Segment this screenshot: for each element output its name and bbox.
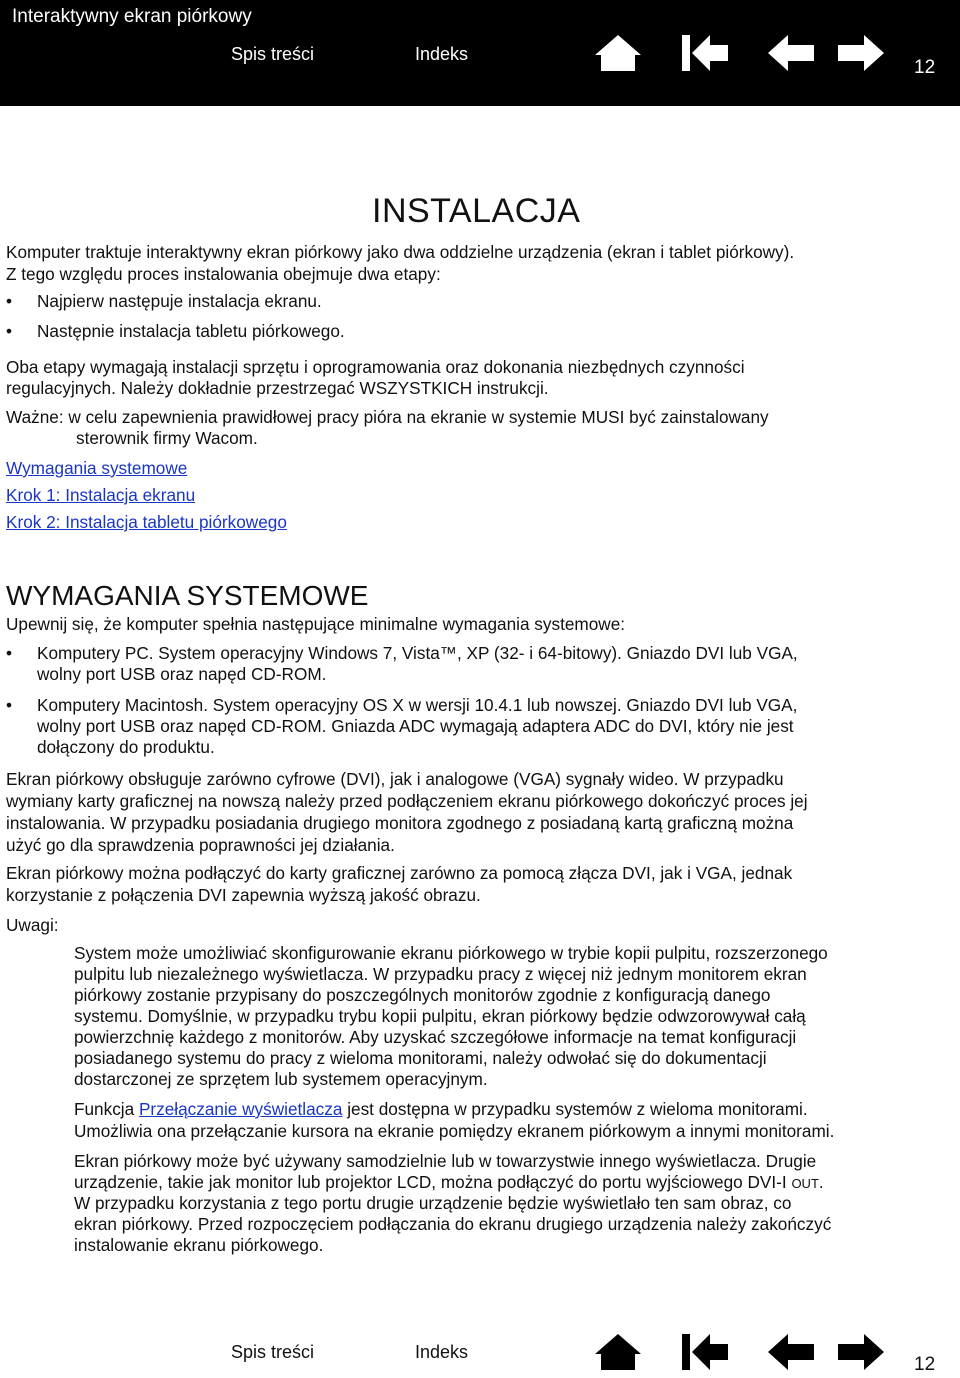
paragraph-line: Ekran piórkowy obsługuje zarówno cyfrowe (DVI), jak i analogowe (VGA) sygnały wideo. W przypadku [6, 769, 784, 789]
important-line-2: sterownik firmy Wacom. [76, 428, 258, 448]
first-page-icon[interactable] [680, 33, 730, 73]
note-line: posiadanego systemu do pracy z wieloma monitorami, należy odwołać się do dokumentacji [74, 1048, 767, 1068]
note-line: Umożliwia ona przełączanie kursora na ekranie pomiędzy ekranem piórkowym a innymi monitorami. [74, 1121, 835, 1141]
next-page-icon[interactable] [836, 1332, 886, 1372]
list-item-text: Następnie instalacja tabletu piórkowego. [37, 321, 345, 341]
note-text: . [818, 1172, 824, 1192]
header-bar [0, 0, 960, 106]
link-display-toggle[interactable]: Przełączanie wyświetlacza [138, 1099, 343, 1119]
paragraph-line: instalowania. W przypadku posiadania drugiego monitora zgodnego z posiadaną kartą graficzną można [6, 813, 794, 833]
bullet-icon: • [6, 321, 13, 341]
notes-label: Uwagi: [6, 915, 59, 935]
document-title: Interaktywny ekran piórkowy [12, 6, 252, 27]
paragraph-line: Ekran piórkowy można podłączyć do karty graficznej zarówno za pomocą złącza DVI, jak i VGA, jednak [6, 863, 793, 883]
toc-link[interactable]: Spis treści [231, 1342, 315, 1362]
next-page-icon[interactable] [836, 33, 886, 73]
bullet-icon: • [6, 291, 13, 311]
note-line: piórkowy zostanie przypisany do poszczególnych monitorów zgodnie z konfiguracją danego [74, 985, 771, 1005]
note-line: instalowanie ekranu piórkowego. [74, 1235, 324, 1255]
paragraph-line: wymiany karty graficznej na nowszą należy przed podłączeniem ekranu piórkowego dokończyć proces jej [6, 791, 808, 811]
note-text: jest dostępna w przypadku systemów z wieloma monitorami. [342, 1099, 808, 1119]
intro-line-2: Z tego względu proces instalowania obejmuje dwa etapy: [6, 264, 441, 284]
note-text: urządzenie, takie jak monitor lub projektor LCD, można podłączyć do portu wyjściowego DVI-I [74, 1172, 792, 1192]
home-icon[interactable] [593, 33, 643, 73]
both-steps-line-2: regulacyjnych. Należy dokładnie przestrzegać WSZYSTKICH instrukcji. [6, 378, 549, 398]
list-item-text: Komputery PC. System operacyjny Windows 7, Vista™, XP (32- i 64-bitowy). Gniazdo DVI lub VGA, [37, 643, 798, 663]
list-item-text: dołączony do produktu. [37, 737, 215, 757]
bullet-icon: • [6, 695, 13, 715]
intro-line-1: Komputer traktuje interaktywny ekran piórkowy jako dwa oddzielne urządzenia (ekran i tablet piórkowy). [6, 242, 795, 262]
both-steps-line-1: Oba etapy wymagają instalacji sprzętu i oprogramowania oraz dokonania niezbędnych czynności [6, 357, 745, 377]
important-line-1: Ważne: w celu zapewnienia prawidłowej pracy pióra na ekranie w systemie MUSI być zainstalowany [6, 407, 769, 427]
previous-page-icon[interactable] [766, 33, 816, 73]
note-line [74, 1172, 959, 1195]
page-number: 12 [914, 1354, 936, 1375]
note-line: System może umożliwiać skonfigurowanie ekranu piórkowego w trybie kopii pulpitu, rozszerzonego [74, 943, 828, 963]
page-number: 12 [914, 57, 936, 78]
note-line: W przypadku korzystania z tego portu drugie urządzenie będzie wyświetlało ten sam obraz, co [74, 1193, 792, 1213]
section-title-wymagania: WYMAGANIA SYSTEMOWE [6, 580, 369, 611]
home-icon[interactable] [593, 1332, 643, 1372]
toc-link[interactable]: Spis treści [231, 44, 315, 64]
paragraph-line: użyć go dla sprawdzenia poprawności jej działania. [6, 835, 395, 855]
previous-page-icon[interactable] [766, 1332, 816, 1372]
index-link[interactable]: Indeks [415, 44, 469, 64]
link-step-2-tablet[interactable]: Krok 2: Instalacja tabletu piórkowego [6, 512, 287, 532]
note-line: pulpitu lub niezależnego wyświetlacza. W przypadku pracy z więcej niż jednym monitorem ekran [74, 964, 807, 984]
note-line [74, 1099, 959, 1121]
note-line: systemu. Domyślnie, w przypadku trybu kopii pulpitu, ekran piórkowy będzie odwzorowywał całą [74, 1006, 806, 1026]
first-page-icon[interactable] [680, 1332, 730, 1372]
requirements-intro: Upewnij się, że komputer spełnia następujące minimalne wymagania systemowe: [6, 614, 626, 634]
note-line: Ekran piórkowy może być używany samodzielnie lub w towarzystwie innego wyświetlacza. Drugie [74, 1151, 817, 1171]
footer-bar [0, 1318, 960, 1378]
link-system-requirements[interactable]: Wymagania systemowe [6, 458, 188, 478]
list-item-text: Komputery Macintosh. System operacyjny OS X w wersji 10.4.1 lub nowszej. Gniazdo DVI lub VGA, [37, 695, 798, 715]
list-item-text: Najpierw następuje instalacja ekranu. [37, 291, 322, 311]
note-text: Funkcja [74, 1099, 139, 1119]
list-item-text: wolny port USB oraz napęd CD-ROM. Gniazda ADC wymagają adaptera ADC do DVI, który nie jest [37, 716, 794, 736]
note-line: powierzchnię każdego z monitorów. Aby uzyskać szczegółowe informacje na temat konfiguracji [74, 1027, 797, 1047]
list-item-text: wolny port USB oraz napęd CD-ROM. [37, 664, 327, 684]
note-text-smallcaps: OUT [791, 1176, 819, 1191]
paragraph-line: korzystanie z połączenia DVI zapewnia wyższą jakość obrazu. [6, 885, 481, 905]
link-step-1-display[interactable]: Krok 1: Instalacja ekranu [6, 485, 196, 505]
note-line: dostarczonej ze sprzętem lub systemem operacyjnym. [74, 1069, 488, 1089]
note-line: ekran piórkowy. Przed rozpoczęciem podłączania do ekranu drugiego urządzenia należy zakończyć [74, 1214, 832, 1234]
bullet-icon: • [6, 643, 13, 663]
section-title-instalacja: INSTALACJA [372, 192, 581, 230]
index-link[interactable]: Indeks [415, 1342, 469, 1362]
